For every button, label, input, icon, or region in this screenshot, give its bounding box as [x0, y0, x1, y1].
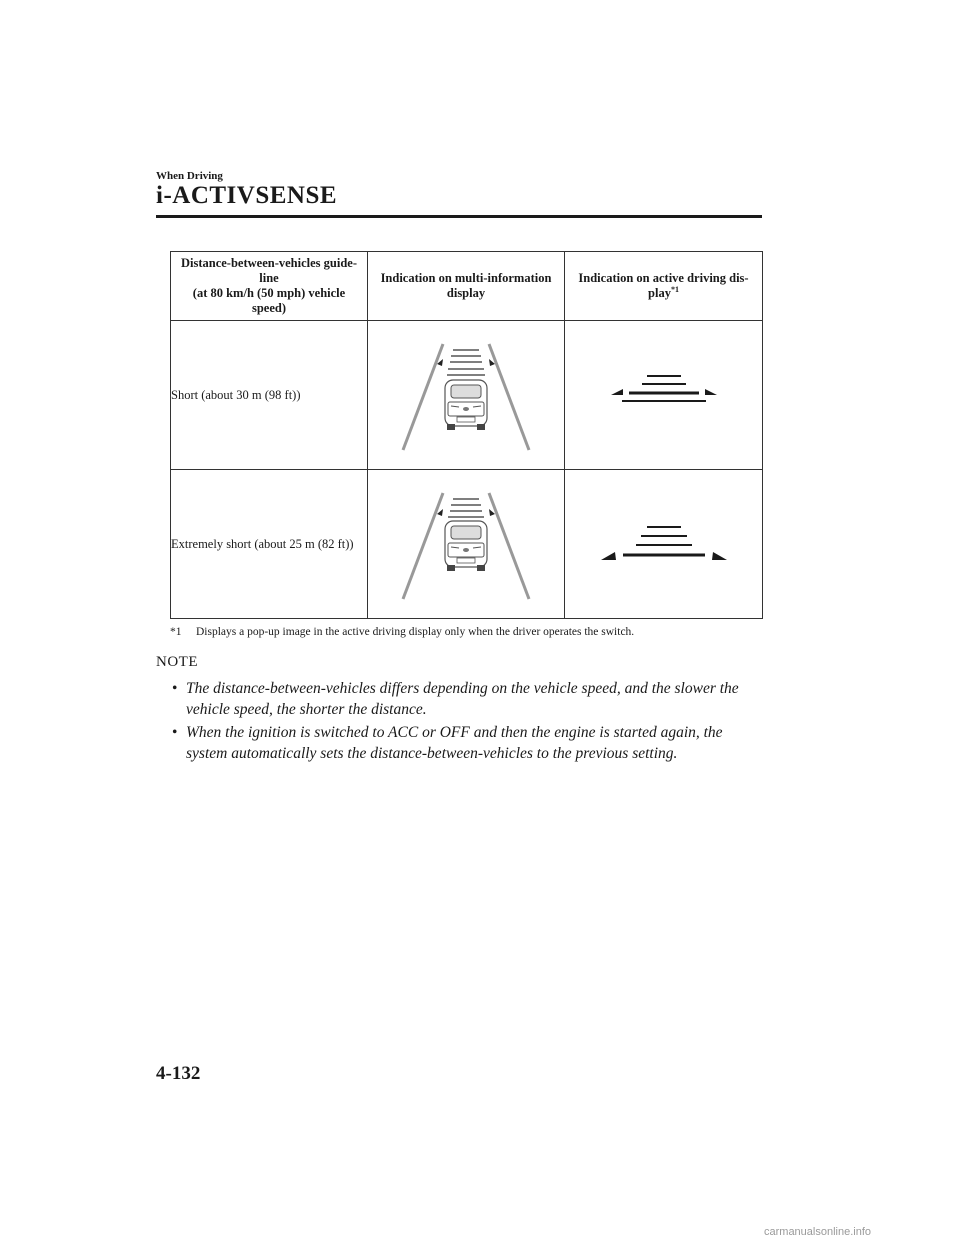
row-label-extremely-short: Extremely short (about 25 m (82 ft)) — [171, 470, 368, 619]
note-line: When the ignition is switched to ACC or OFF and then the engine is started again, the — [186, 724, 723, 741]
footnote — [170, 626, 634, 638]
header-line: Indication on multi-information — [380, 271, 552, 285]
header-line: Distance-between-vehicles guide- — [180, 256, 357, 270]
header-line: (at 80 km/h (50 mph) vehicle — [192, 286, 346, 300]
page-title: i-ACTIVSENSE — [156, 182, 338, 209]
header-line: speed) — [251, 301, 287, 315]
note-line: The distance-between-vehicles differs depending on the vehicle speed, and the slower the — [186, 680, 739, 697]
page-number: 4-132 — [156, 1063, 201, 1084]
table-row — [171, 470, 763, 619]
title-divider — [156, 215, 762, 218]
bullet-icon: • — [172, 724, 178, 741]
header-line: Indication on active driving dis- — [578, 271, 749, 285]
header-line-text: play — [648, 286, 671, 300]
footnote-mark: *1 — [170, 626, 182, 638]
header-line: display — [446, 286, 486, 300]
footnote-reference: *1 — [670, 284, 679, 294]
footnote-text: Displays a pop-up image in the active driving display only when the driver operates the switch. — [196, 626, 635, 638]
distance-guideline-table — [170, 251, 763, 619]
table-row — [171, 321, 763, 470]
watermark: carmanualsonline.info — [764, 1226, 872, 1238]
car-following-distance-short-icon — [391, 338, 541, 453]
note-list — [170, 678, 770, 766]
multi-info-image-cell — [368, 470, 565, 619]
column-header-guideline — [171, 252, 368, 321]
header-line — [571, 286, 756, 301]
section-label: When Driving — [156, 170, 223, 182]
column-header-multi-information-display — [368, 252, 565, 321]
car-following-distance-extremely-short-icon — [391, 487, 541, 602]
note-heading: NOTE — [156, 654, 198, 670]
list-item — [170, 678, 770, 720]
list-item — [170, 722, 770, 764]
table-header-row — [171, 252, 763, 321]
column-header-active-driving-display — [565, 252, 763, 321]
active-driving-image-cell — [565, 470, 763, 619]
note-line: system automatically sets the distance-between-vehicles to the previous setting. — [186, 745, 678, 762]
active-driving-image-cell — [565, 321, 763, 470]
row-label-short: Short (about 30 m (98 ft)) — [171, 321, 368, 470]
note-line: vehicle speed, the shorter the distance. — [186, 701, 427, 718]
header-line: line — [259, 271, 279, 285]
distance-bars-short-icon — [609, 373, 719, 418]
bullet-icon: • — [172, 680, 178, 697]
distance-bars-extremely-short-icon — [599, 522, 729, 567]
multi-info-image-cell — [368, 321, 565, 470]
